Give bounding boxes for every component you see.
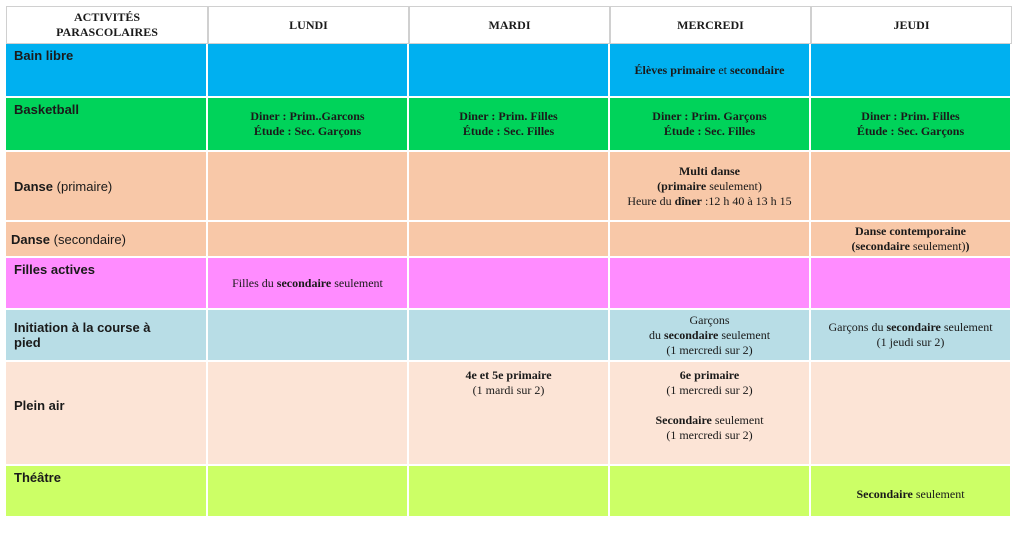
cell-mercredi: Multi danse (primaire seulement) Heure du dîner :12 h 40 à 13 h 15 (610, 152, 811, 222)
cell-jeudi: Diner : Prim. Filles Étude : Sec. Garçons (811, 98, 1012, 152)
cell-jeudi: Danse contemporaine (secondaire seulement)) (811, 222, 1012, 258)
cell-lundi (208, 152, 409, 222)
activity-name: Danse (secondaire) (6, 222, 208, 258)
cell-mardi: Diner : Prim. Filles Étude : Sec. Filles (409, 98, 610, 152)
header-activites: ACTIVITÉS PARASCOLAIRES (6, 6, 208, 44)
cell-mercredi (610, 258, 811, 310)
header-lundi: LUNDI (208, 6, 409, 44)
header-mardi: MARDI (409, 6, 610, 44)
activity-name: Bain libre (6, 44, 208, 98)
row-theatre (6, 466, 1012, 518)
row-bain-libre (6, 44, 1012, 98)
cell-mercredi (610, 222, 811, 258)
cell-mercredi: 6e primaire (1 mercredi sur 2) Secondaire seulement (1 mercredi sur 2) (610, 362, 811, 466)
cell-jeudi (811, 258, 1012, 310)
header-jeudi: JEUDI (811, 6, 1012, 44)
row-course-a-pied (6, 310, 1012, 362)
cell-jeudi: Garçons du secondaire seulement (1 jeudi sur 2) (811, 310, 1012, 362)
row-basketball (6, 98, 1012, 152)
activity-name: Filles actives (6, 258, 208, 310)
activity-name: Plein air (6, 362, 208, 466)
cell-lundi: Diner : Prim..Garcons Étude : Sec. Garçons (208, 98, 409, 152)
cell-lundi: Filles du secondaire seulement (208, 258, 409, 310)
row-filles-actives (6, 258, 1012, 310)
cell-mardi (409, 466, 610, 518)
cell-lundi (208, 362, 409, 466)
activity-name: Initiation à la course à pied (6, 310, 208, 362)
cell-mercredi (610, 466, 811, 518)
row-danse-secondaire (6, 222, 1012, 258)
cell-mercredi: Garçons du secondaire seulement (1 mercredi sur 2) (610, 310, 811, 362)
cell-lundi (208, 44, 409, 98)
cell-lundi (208, 466, 409, 518)
cell-mercredi: Élèves primaire et secondaire (610, 44, 811, 98)
cell-mardi (409, 258, 610, 310)
cell-jeudi (811, 44, 1012, 98)
row-danse-primaire (6, 152, 1012, 222)
activity-name: Basketball (6, 98, 208, 152)
activity-name: Danse (primaire) (6, 152, 208, 222)
cell-mardi (409, 44, 610, 98)
cell-lundi (208, 222, 409, 258)
row-plein-air (6, 362, 1012, 466)
cell-jeudi (811, 152, 1012, 222)
schedule-table (6, 6, 1012, 518)
cell-mardi (409, 310, 610, 362)
cell-mardi (409, 222, 610, 258)
header-mercredi: MERCREDI (610, 6, 811, 44)
cell-mardi: 4e et 5e primaire (1 mardi sur 2) (409, 362, 610, 466)
cell-mercredi: Diner : Prim. Garçons Étude : Sec. Filles (610, 98, 811, 152)
cell-jeudi (811, 362, 1012, 466)
header-row (6, 6, 1012, 44)
cell-jeudi: Secondaire seulement (811, 466, 1012, 518)
cell-lundi (208, 310, 409, 362)
cell-mardi (409, 152, 610, 222)
activity-name: Théâtre (6, 466, 208, 518)
